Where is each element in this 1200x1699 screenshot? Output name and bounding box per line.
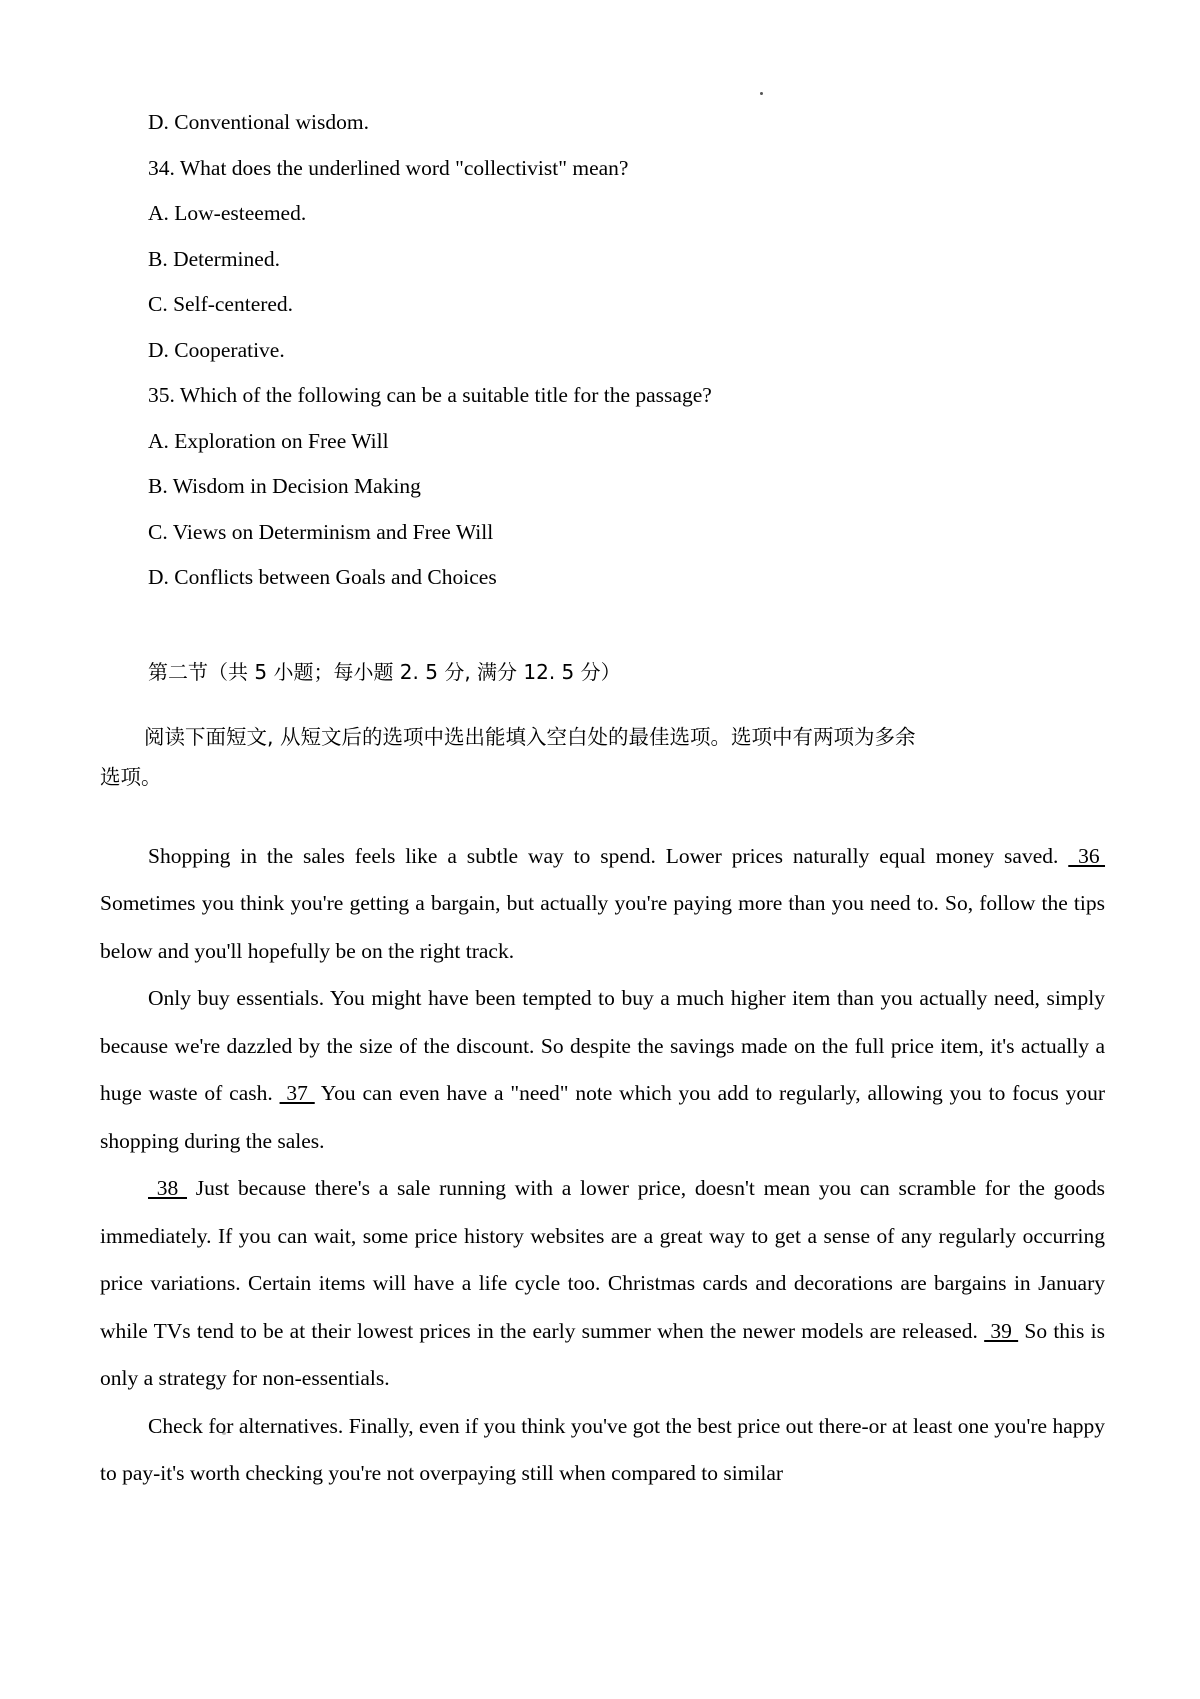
question-option: C. Self-centered. xyxy=(148,292,294,316)
question-stem: 34. What does the underlined word "collectivist" mean? xyxy=(148,155,629,180)
question-option: B. Determined. xyxy=(148,246,280,271)
question-option: D. Conflicts between Goals and Choices xyxy=(148,565,497,589)
heading-spacer xyxy=(100,689,1105,717)
passage-paragraph-3 xyxy=(100,1165,1105,1403)
section-instruction-line-1 xyxy=(100,717,1105,757)
page-content xyxy=(100,100,1105,1498)
paragraph-text: So this is only a strategy for non-essentials. xyxy=(100,1318,1105,1390)
paragraph-text: You can even have a "need" note which you add to regularly, allowing you to focus your shopping during the sales. xyxy=(100,1081,1105,1153)
passage-paragraph-4: Check for alternatives. Finally, even if you think you've got the best price out there-or at least one you're happy to pay-it's worth checking you're not overpaying still when compared to similar xyxy=(100,1413,1105,1485)
blank-36: 36 xyxy=(1068,843,1106,868)
page-mark-top-icon xyxy=(760,92,763,95)
section-spacer xyxy=(100,601,1105,655)
paragraph-text: Only buy essentials. You might have been tempted to buy a much higher item than you actually need, simply because we're dazzled by the size of the discount. So despite the savings made on the full price item, it's actually a huge waste of cash. xyxy=(100,986,1105,1105)
question-option: A. Low-esteemed. xyxy=(148,201,307,225)
question-option: A. Exploration on Free Will xyxy=(148,428,389,453)
question-option: D. Conventional wisdom. xyxy=(148,110,369,134)
passage-paragraph-2 xyxy=(100,975,1105,1165)
section-heading: 第二节（共 5 小题；每小题 2. 5 分, 满分 12. 5 分） xyxy=(148,659,621,684)
blank-39: 39 xyxy=(984,1318,1019,1343)
blank-38: 38 xyxy=(148,1176,187,1200)
passage-spacer xyxy=(100,797,1105,833)
question-option: D. Cooperative. xyxy=(148,337,285,362)
blank-37: 37 xyxy=(279,1081,315,1105)
instruction-text: 阅读下面短文, 从短文后的选项中选出能填入空白处的最佳选项。选项中有两项为多余 xyxy=(144,724,916,749)
question-stem: 35. Which of the following can be a suitable title for the passage? xyxy=(148,383,712,407)
passage-paragraph-1 xyxy=(100,833,1105,976)
question-option: B. Wisdom in Decision Making xyxy=(148,474,421,498)
paragraph-text: Sometimes you think you're getting a bargain, but actually you're paying more than you need to. So, follow the tips below and you'll hopefully be on the right track. xyxy=(100,891,1105,963)
paragraph-text: Just because there's a sale running with a lower price, doesn't mean you can scramble for the goods immediately. If you can wait, some price history websites are a great way to get a sense of any regularly occurring price variations. Certain items will have a life cycle too. Christmas cards and decorations are bargains in January while TVs tend to be at their lowest prices in the early summer when the newer models are released. xyxy=(100,1176,1106,1343)
section-instruction-line-2: 选项。 xyxy=(100,764,162,789)
paragraph-text: Shopping in the sales feels like a subtle way to spend. Lower prices naturally equal money saved. xyxy=(148,843,1069,868)
question-option: C. Views on Determinism and Free Will xyxy=(148,519,494,544)
